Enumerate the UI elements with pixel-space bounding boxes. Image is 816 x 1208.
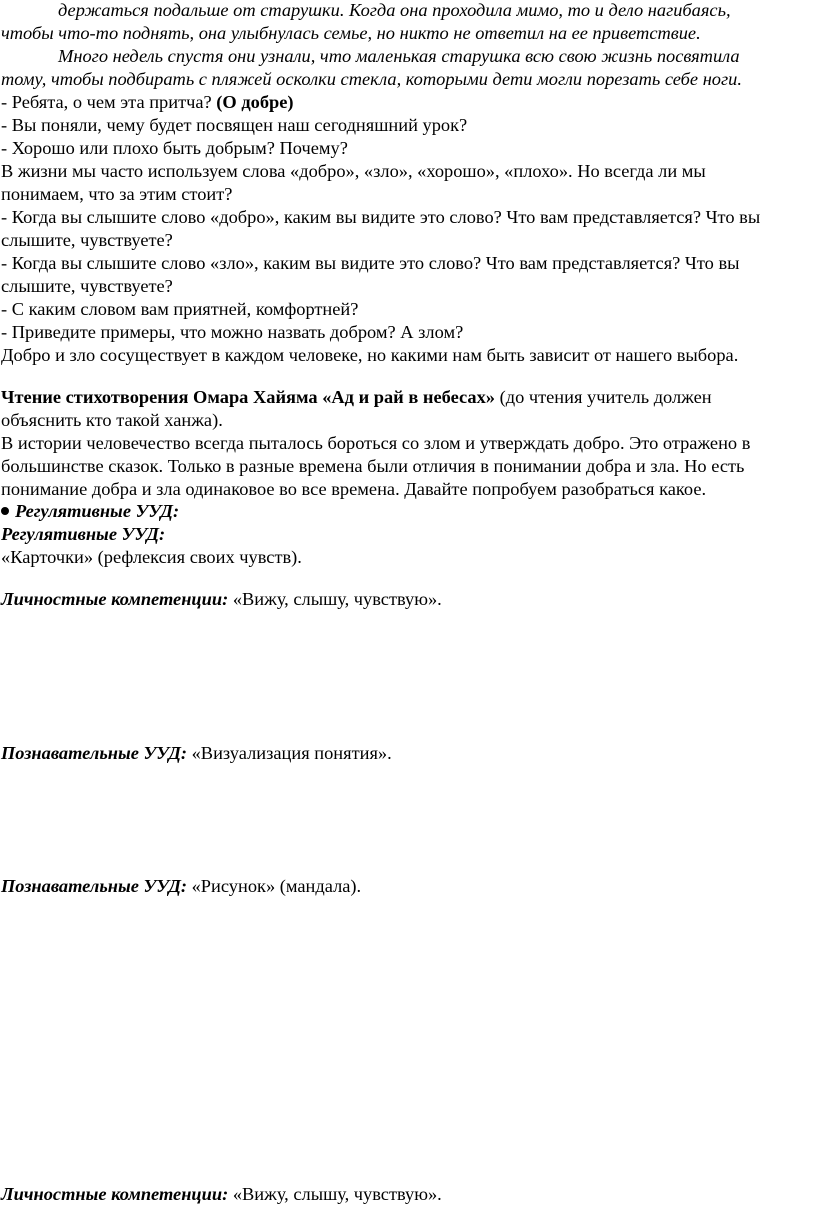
question-good-l2: слышите, чувствуете? <box>1 230 173 250</box>
question-parable-answer: (О добре) <box>216 92 294 112</box>
question-evil-l1: - Когда вы слышите слово «зло», каким вы видите это слово? Что вам представляется? Что вы <box>1 253 740 273</box>
history-paragraph-l1: В истории человечество всегда пыталось бороться со злом и утверждать добро. Это отражено в <box>1 433 751 453</box>
question-parable-text: - Ребята, о чем эта притча? <box>1 92 217 112</box>
story-line-3: Много недель спустя они узнали, что маленькая старушка всю свою жизнь посвятила <box>58 46 740 66</box>
regulatory-heading: Регулятивные УУД: <box>1 524 166 544</box>
cognitive-text-2: «Рисунок» (мандала). <box>187 876 362 896</box>
question-parable <box>1 91 294 114</box>
question-evil-l2: слышите, чувствуете? <box>1 276 173 296</box>
history-paragraph-l2: большинстве сказок. Только в разные времена были отличия в понимании добра и зла. Но есть <box>1 456 745 476</box>
question-kind: - Хорошо или плохо быть добрым? Почему? <box>1 138 348 158</box>
question-examples: - Приведите примеры, что можно назвать добром? А злом? <box>1 322 464 342</box>
poem-title: Чтение стихотворения Омара Хайяма «Ад и рай в небесах» <box>1 387 495 407</box>
personal-label-1: Личностные компетенции: <box>1 589 229 609</box>
paragraph-words-l2: понимаем, что за этим стоит? <box>1 184 233 204</box>
conclusion-line: Добро и зло сосуществует в каждом человеке, но какими нам быть зависит от нашего выбора. <box>1 345 739 365</box>
story-line-4: тому, чтобы подбирать с пляжей осколки стекла, которыми дети могли порезать себе ноги. <box>1 69 742 89</box>
question-lesson: - Вы поняли, чему будет посвящен наш сегодняшний урок? <box>1 115 468 135</box>
question-good-l1: - Когда вы слышите слово «добро», каким вы видите это слово? Что вам представляется? Что вы <box>1 207 761 227</box>
poem-note-l2: объяснить кто такой ханжа). <box>1 410 223 430</box>
regulatory-bullet-label: Регулятивные УУД: <box>15 501 180 521</box>
poem-note: (до чтения учитель должен <box>494 387 712 407</box>
paragraph-words-l1: В жизни мы часто используем слова «добро», «зло», «хорошо», «плохо». Но всегда ли мы <box>1 161 706 181</box>
personal-text-2: «Вижу, слышу, чувствую». <box>228 1184 442 1204</box>
bullet-icon <box>1 507 9 515</box>
cognitive-uud-1 <box>1 742 392 765</box>
story-line-1: держаться подальше от старушки. Когда она проходила мимо, то и дело нагибаясь, <box>58 0 731 20</box>
cards-line: «Карточки» (рефлексия своих чувств). <box>1 547 302 567</box>
story-line-2: чтобы что-то поднять, она улыбнулась семье, но никто не ответил на ее приветствие. <box>1 23 701 43</box>
cognitive-uud-2 <box>1 875 361 898</box>
personal-label-2: Личностные компетенции: <box>1 1184 229 1204</box>
personal-text-1: «Вижу, слышу, чувствую». <box>228 589 442 609</box>
cognitive-label-1: Познавательные УУД: <box>1 743 188 763</box>
cognitive-text-1: «Визуализация понятия». <box>187 743 392 763</box>
history-paragraph-l3: понимание добра и зла одинаковое во все времена. Давайте попробуем разобраться какое. <box>1 479 707 499</box>
poem-heading <box>1 386 712 409</box>
personal-competencies-2 <box>1 1183 442 1206</box>
question-comfort: - С каким словом вам приятней, комфортней? <box>1 299 359 319</box>
personal-competencies-1 <box>1 588 442 611</box>
regulatory-bullet-item <box>1 500 179 523</box>
cognitive-label-2: Познавательные УУД: <box>1 876 188 896</box>
